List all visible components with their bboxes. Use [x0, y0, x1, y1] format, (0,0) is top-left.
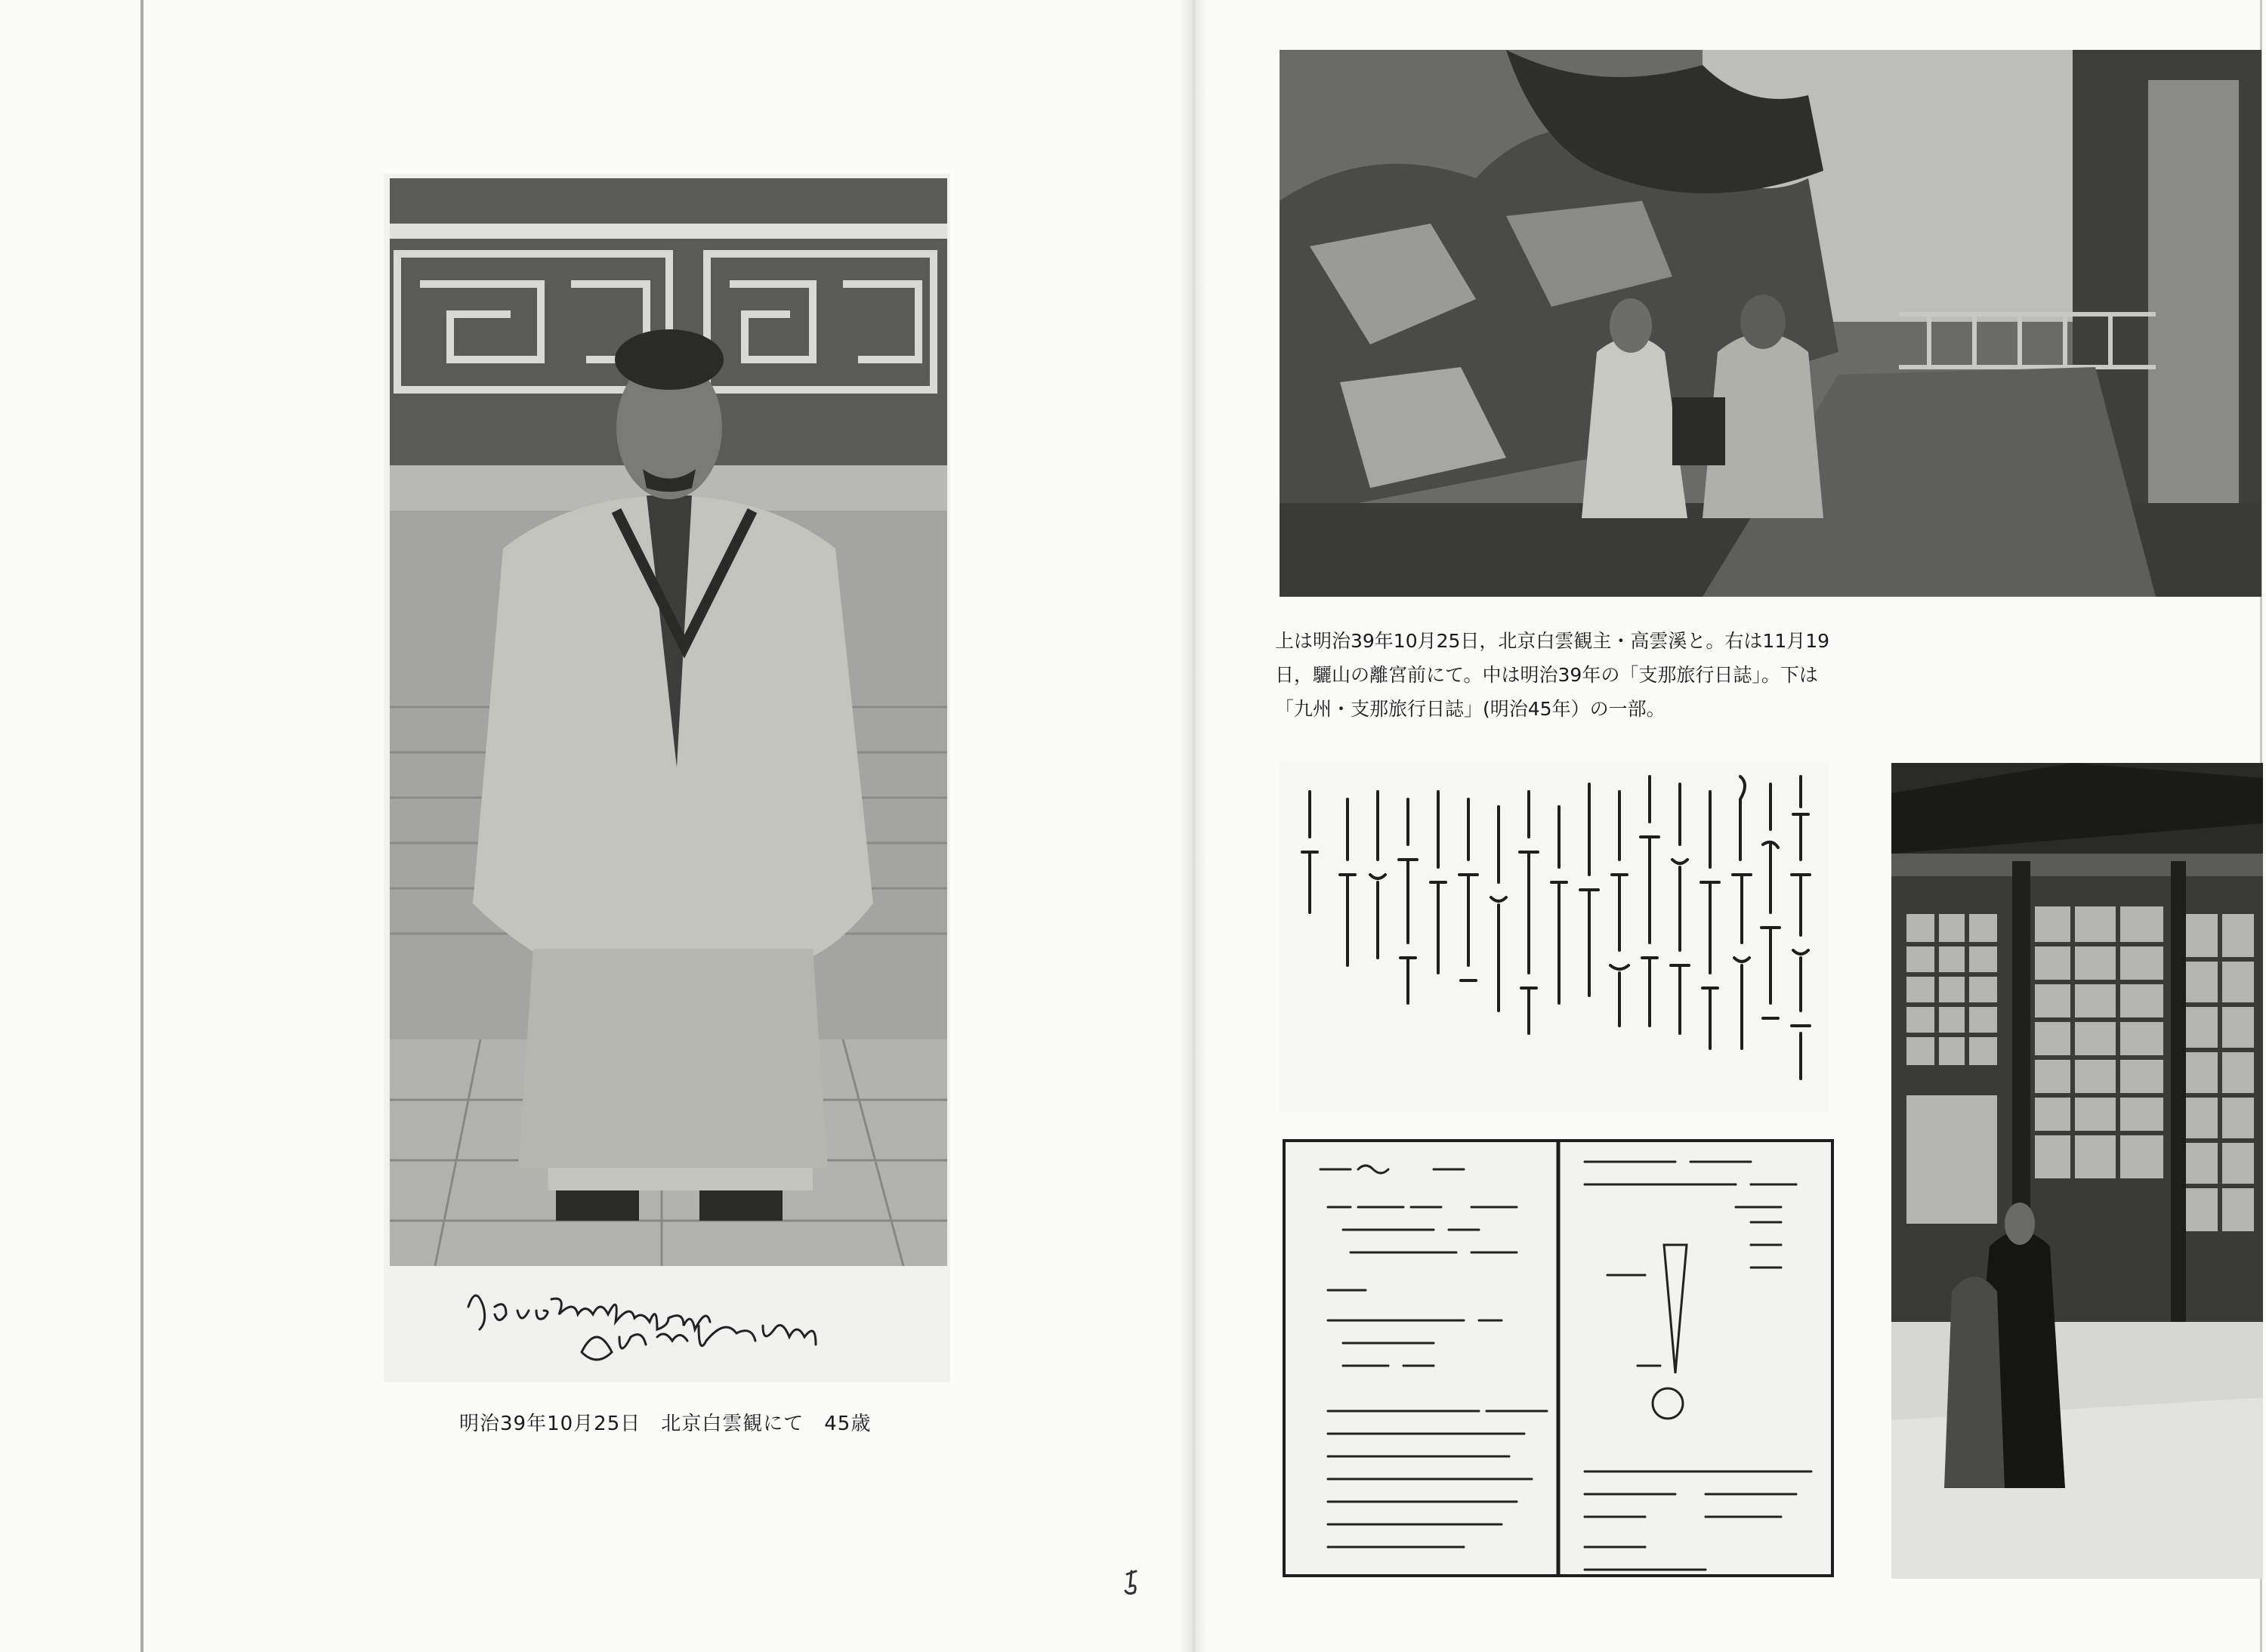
book-gutter: [1178, 0, 1209, 1652]
photo-caption-block: [1275, 624, 1894, 726]
caption-line: 上は明治39年10月25日，北京白雲観主・高雲溪と。右は11月19: [1275, 630, 1830, 652]
palace-photo: [1891, 763, 2263, 1579]
garden-photo: [1280, 50, 2261, 597]
portrait-photo: [390, 178, 947, 1266]
handwritten-signature: [453, 1277, 876, 1375]
caption-line: 「九州・支那旅行日誌」(明治45年）の一部。: [1275, 698, 1666, 720]
notebook-photo: [1283, 1139, 1834, 1577]
pencil-mark: [1121, 1568, 1144, 1598]
diary-photo: [1280, 761, 1829, 1112]
portrait-caption: 明治39年10月25日 北京白雲観にて 45歳: [459, 1413, 872, 1435]
page-edge-line: [140, 0, 144, 1652]
caption-line: 日，驪山の離宮前にて。中は明治39年の「支那旅行日誌」。下は: [1275, 664, 1818, 686]
